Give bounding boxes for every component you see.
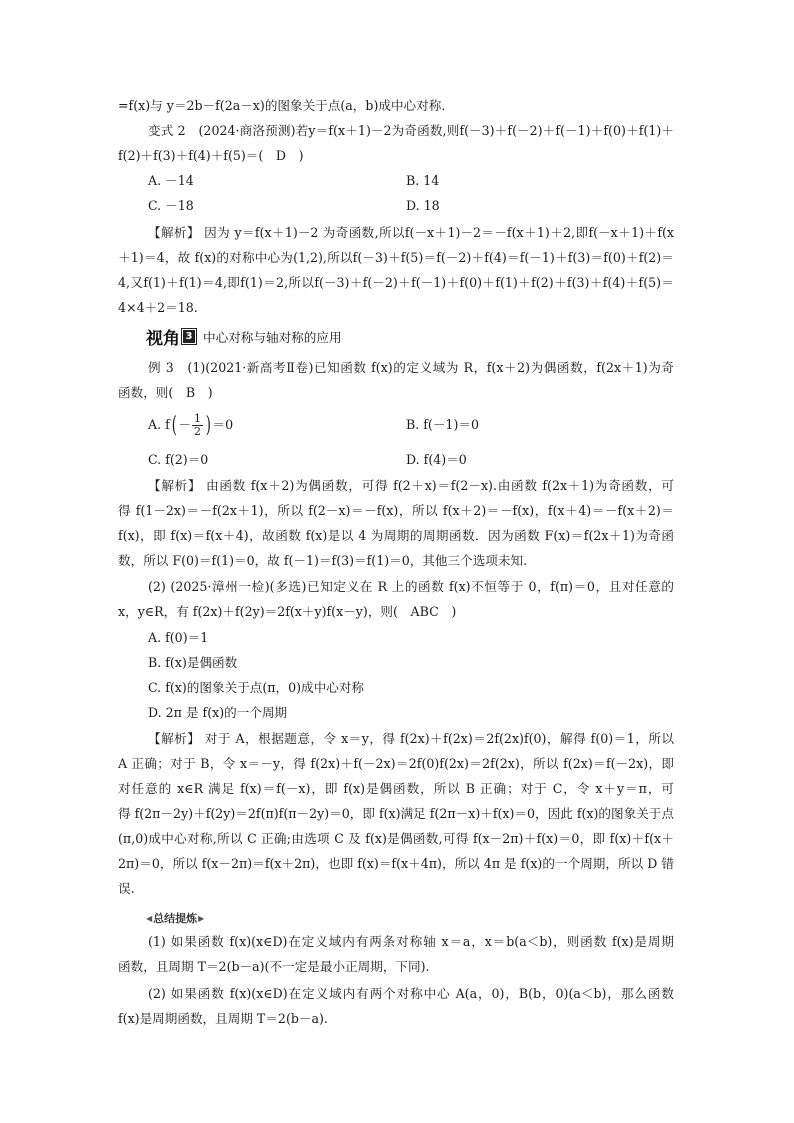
fraction bbox=[192, 413, 203, 438]
example3-line1: 例 3 (1)(2021·新高考Ⅱ卷)已知函数 f(x)的定义域为 R，f(x＋2)为偶函数，f(2x＋1)为奇 bbox=[148, 360, 674, 375]
left-triangle-icon: ◀ bbox=[146, 913, 153, 923]
fraction-denominator: 2 bbox=[193, 425, 201, 438]
example3-option-a: A. f( － $\frac{1}{2}$ ) ＝0 bbox=[148, 412, 234, 438]
option-a-suffix: ＝0 bbox=[212, 417, 234, 432]
summary-p1-line2: 函数，且周期 T＝2(b－a)(不一定是最小正周期，下同). bbox=[118, 959, 430, 974]
part2-analysis-line3: 对任意的 x∈R 满足 f(x)＝f(－x)，即 f(x)是偶函数，所以 B 正确；对于 C，令 x＋y＝π，可 bbox=[118, 781, 674, 796]
variant2-analysis-line3: 4,又f(1)＋f(1)＝4,即f(1)＝2,所以f(－3)＋f(－2)＋f(－1)＋f(0)＋f(1)＋f(2)＋f(3)＋f(4)＋f(5)＝ bbox=[118, 275, 674, 290]
part2-analysis-line6: 2π)＝0，所以 f(x－2π)＝f(x＋2π)，也即 f(x)＝f(x＋4π)，所以 4π 是 f(x)的一个周期，所以 D 错 bbox=[118, 856, 674, 871]
example3-option-c: C. f(2)＝0 bbox=[148, 452, 209, 467]
example3-line2: 函数，则( B ) bbox=[118, 385, 213, 400]
example3-option-d: D. f(4)＝0 bbox=[406, 452, 467, 467]
example3-part2-line2: x，y∈R，有 f(2x)＋f(2y)＝2f(x＋y)f(x－y)，则( ABC ) bbox=[118, 604, 457, 619]
variant2-option-c: C. －18 bbox=[148, 198, 194, 213]
summary-p1-line1: (1) 如果函数 f(x)(x∈D)在定义域内有两条对称轴 x＝a，x＝b(a＜b)，则函数 f(x)是周期 bbox=[148, 934, 674, 949]
part2-analysis-line4: 得 f(2π－2y)＋f(2y)＝2f(π)f(π－2y)＝0，即 f(x)满足 f(2π－x)＋f(x)＝0，因此 f(x)的图象关于点 bbox=[118, 806, 674, 821]
option-a-sign: － bbox=[178, 417, 191, 432]
example3-part2-line1: (2) (2025·漳州一检)(多选)已知定义在 R 上的函数 f(x)不恒等于 0，f(π)＝0，且对任意的 bbox=[148, 579, 674, 594]
part2-option-d: D. 2π 是 f(x)的一个周期 bbox=[148, 705, 288, 720]
right-triangle-icon: ▶ bbox=[198, 913, 205, 923]
summary-p2-line2: f(x)是周期函数，且周期 T＝2(b－a). bbox=[118, 1011, 328, 1026]
part2-option-c: C. f(x)的图象关于点(π，0)成中心对称 bbox=[148, 680, 365, 695]
part2-option-a: A. f(0)＝1 bbox=[148, 630, 209, 645]
summary-label: 总结提炼 bbox=[153, 912, 198, 925]
example3-analysis-line2: 得 f(1－2x)＝－f(2x＋1)，所以 f(2－x)＝－f(x)，所以 f(x＋2)＝－f(x)，f(x＋4)＝－f(x＋2)＝ bbox=[118, 503, 674, 518]
intro-line: =f(x)与 y＝2b－f(2a－x)的图象关于点(a，b)成中心对称． bbox=[118, 98, 454, 113]
section-title: 中心对称与轴对称的应用 bbox=[203, 329, 342, 345]
example3-option-b: B. f(－1)＝0 bbox=[406, 417, 479, 432]
variant2-option-b: B. 14 bbox=[406, 173, 440, 188]
summary-p2-line1: (2) 如果函数 f(x)(x∈D)在定义域内有两个对称中心 A(a，0)，B(b，0)(a＜b)，那么函数 bbox=[148, 986, 674, 1001]
part2-analysis-line7: 误. bbox=[118, 881, 135, 896]
part2-analysis-line5: (π,0)成中心对称,所以 C 正确;由选项 C 及 f(x)是偶函数,可得 f(x－2π)＋f(x)＝0，即 f(x)＋f(x＋ bbox=[118, 831, 674, 846]
summary-heading bbox=[146, 911, 204, 925]
variant2-option-a: A. －14 bbox=[148, 173, 194, 188]
fraction-numerator: 1 bbox=[193, 412, 201, 425]
part2-option-b: B. f(x)是偶函数 bbox=[148, 655, 238, 670]
variant2-analysis-line1: 【解析】 因为 y＝f(x＋1)－2 为奇函数,所以f(－x＋1)－2＝－f(x＋1)＋2,即f(－x＋1)＋f(x bbox=[148, 225, 674, 240]
variant2-question-line2: f(2)＋f(3)＋f(4)＋f(5)＝( D ) bbox=[118, 148, 304, 163]
variant2-analysis-line4: 4×4＋2＝18. bbox=[118, 300, 198, 315]
section-number: 3 bbox=[183, 330, 195, 343]
part2-analysis-line2: A 正确；对于 B，令 x＝－y，得 f(2x)＋f(－2x)＝2f(0)f(2x)＝2f(2x)，所以 f(2x)＝f(－2x)，即 bbox=[118, 756, 674, 771]
part2-analysis-line1: 【解析】 对于 A，根据题意，令 x＝y，得 f(2x)＋f(2x)＝2f(2x)f(0)，解得 f(0)＝1，所以 bbox=[148, 731, 674, 746]
variant2-option-d: D. 18 bbox=[406, 198, 440, 213]
variant2-question-line1: 变式 2 (2024·商洛预测)若y＝f(x＋1)－2为奇函数,则f(－3)＋f(－2)＋f(－1)＋f(0)＋f(1)＋ bbox=[148, 123, 674, 138]
example3-analysis-line4: 数，所以 F(0)＝f(1)＝0，故 f(－1)＝f(3)＝f(1)＝0，其他三个选项未知. bbox=[118, 553, 528, 568]
section-heading bbox=[146, 325, 342, 347]
section-number-badge bbox=[181, 328, 197, 345]
example3-analysis-line3: f(x)，即 f(x)＝f(x＋4)，故函数 f(x)是以 4 为周期的周期函数．因为函数 F(x)＝f(2x＋1)为奇函 bbox=[118, 528, 674, 543]
example3-analysis-line1: 【解析】 由函数 f(x＋2)为偶函数，可得 f(2＋x)＝f(2－x).由函数 f(2x＋1)为奇函数，可 bbox=[148, 478, 674, 493]
section-label: 视角 bbox=[146, 328, 180, 349]
option-a-prefix: A. f bbox=[148, 417, 170, 432]
variant2-analysis-line2: ＋1)＝4，故 f(x)的对称中心为(1,2),所以f(－3)＋f(5)＝f(－2)＋f(4)＝f(－1)＋f(3)＝f(0)＋f(2)＝ bbox=[118, 250, 674, 265]
